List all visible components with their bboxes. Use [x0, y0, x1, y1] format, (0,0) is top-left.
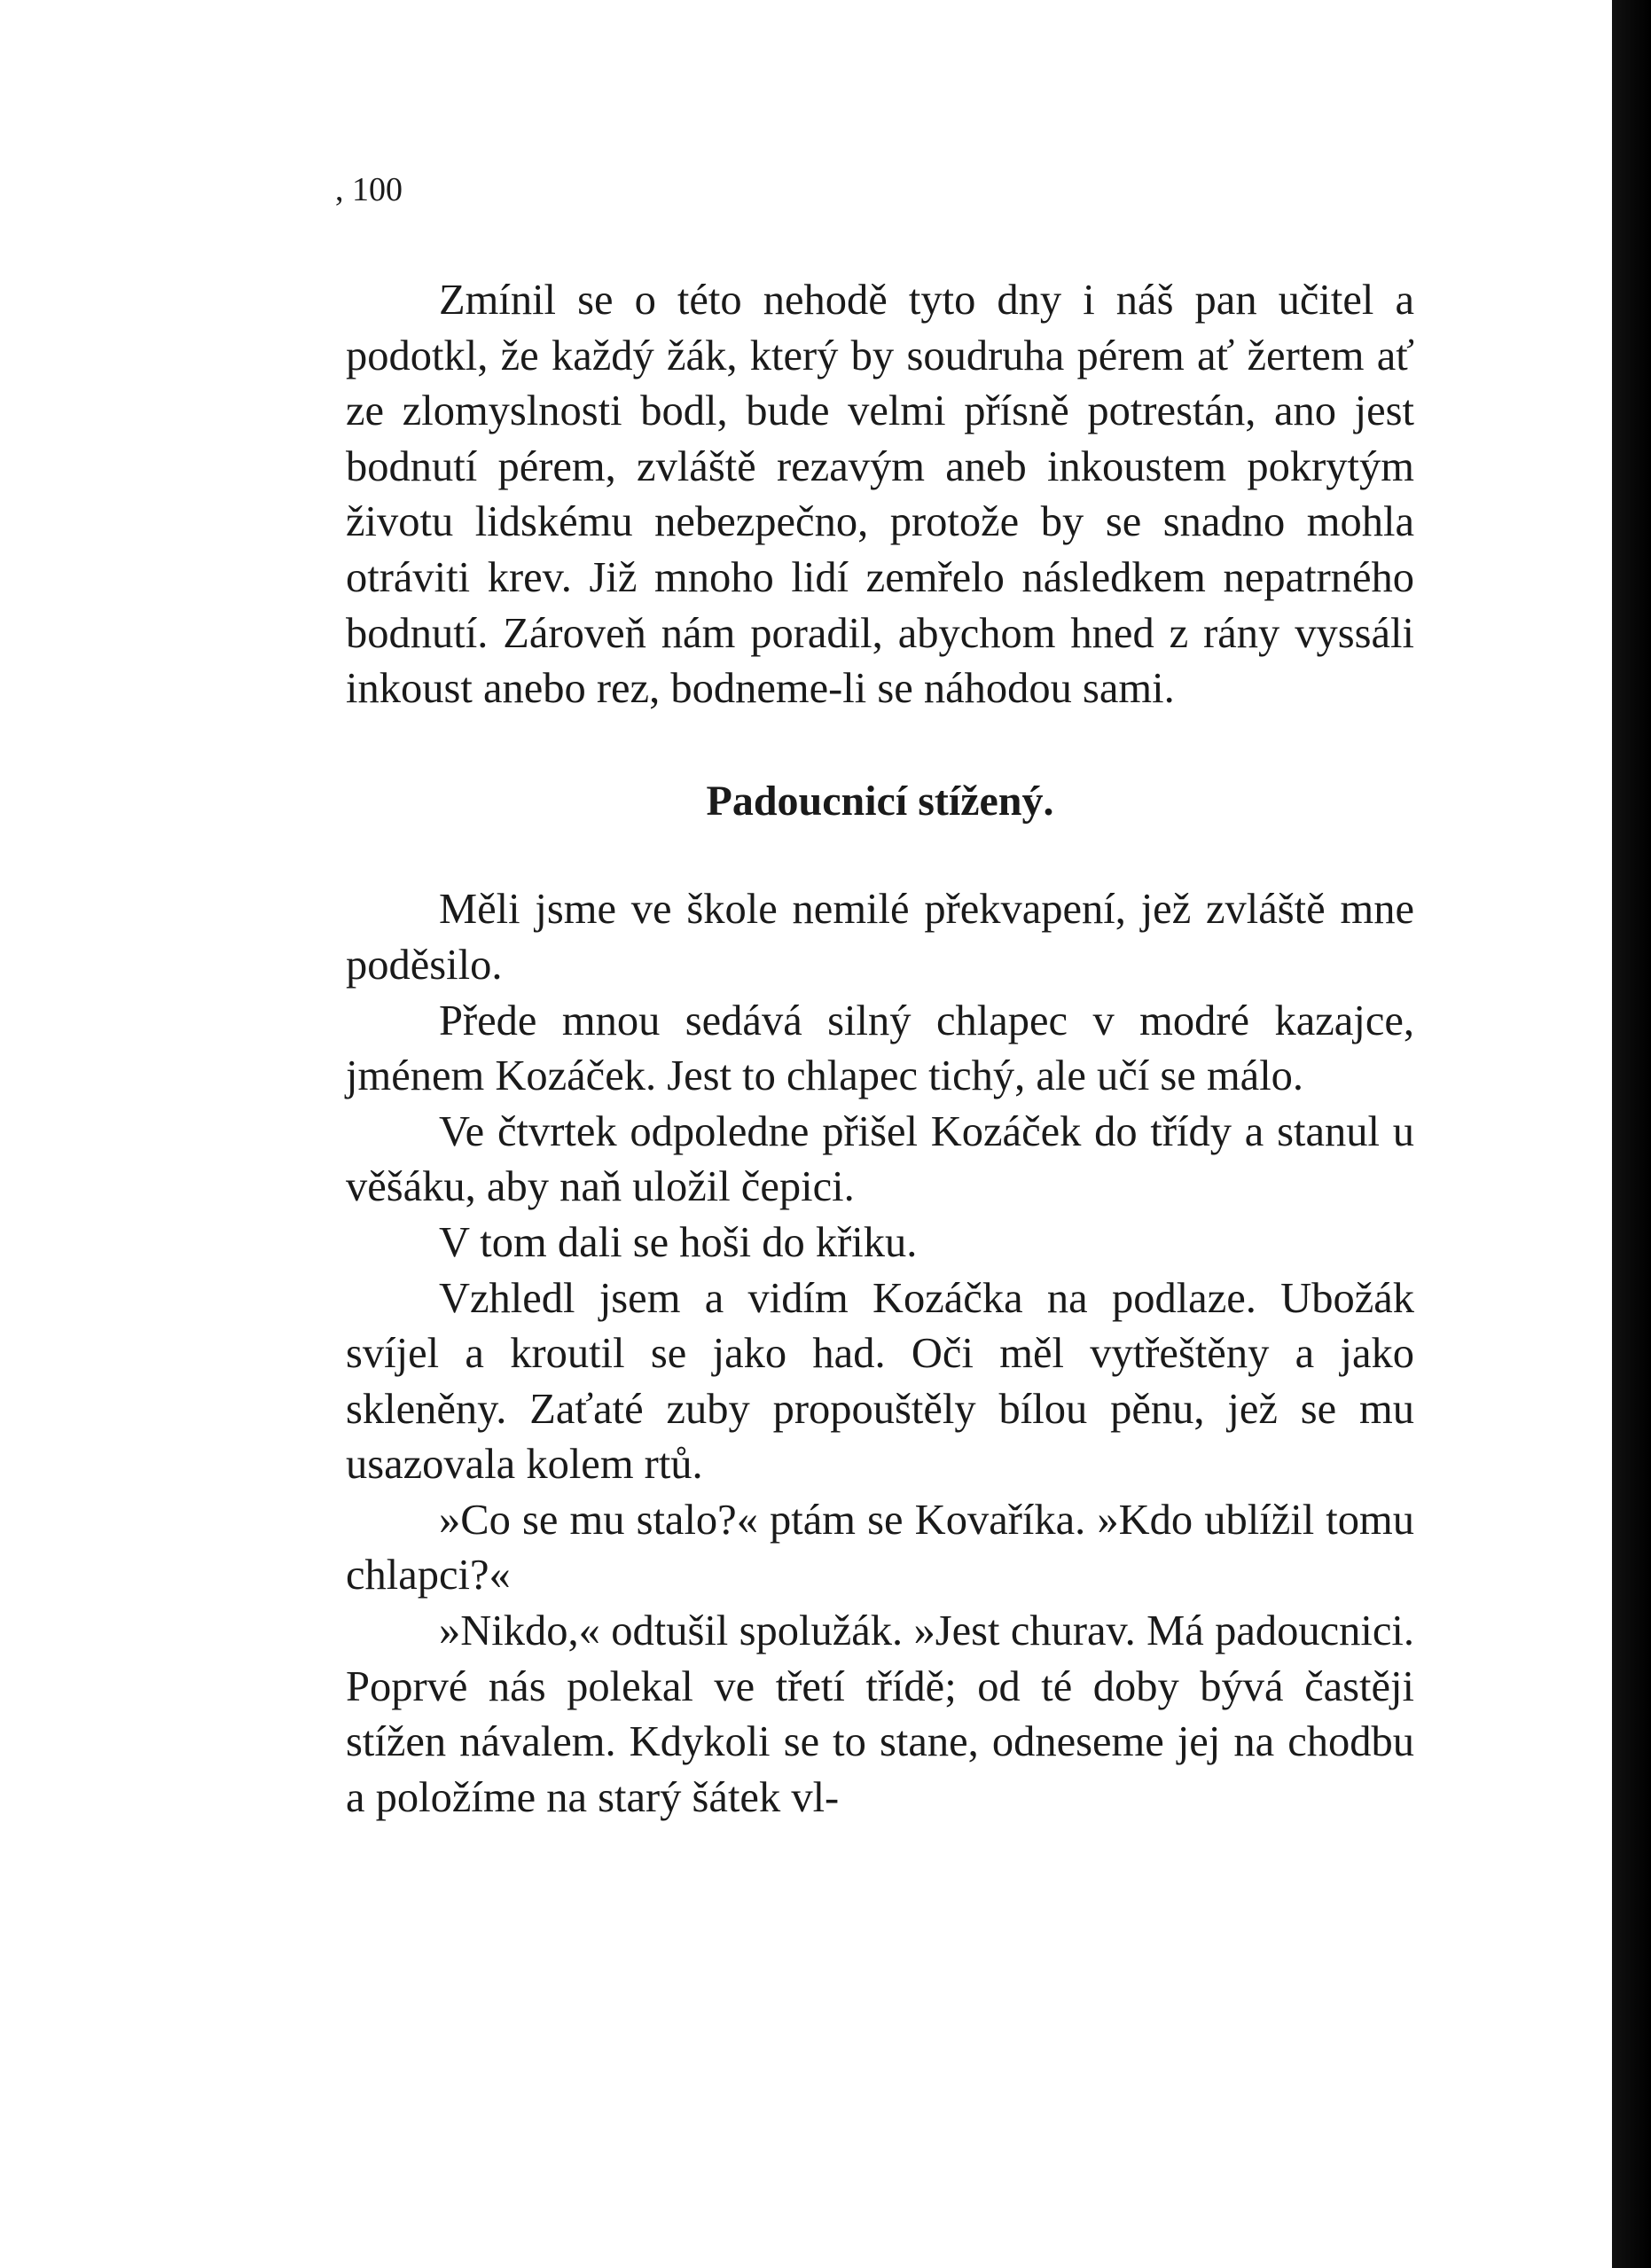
paragraph-intro: Zmínil se o této nehodě tyto dny i náš pan učitel a podotkl, že každý žák, který by soudruha pérem ať žertem ať ze zlomyslnosti bodl, bude velmi přísně potrestán, ano jest bodnutí pérem, zvláště rezavým aneb inkoustem pokrytým životu lidskému nebezpečno, protože by se snadno mohla otráviti krev. Již mnoho lidí zemřelo následkem nepatrného bodnutí. Zároveň nám poradil, abychom hned z rány vyssáli inkoust anebo rez, bodneme-li se náhodou sami. [346, 277, 1414, 713]
page-number: , 100 [335, 171, 403, 208]
section-heading: Padoucnicí stížený. [706, 777, 1054, 825]
paragraph: V tom dali se hoši do křiku. [439, 1218, 918, 1266]
paragraph: Vzhledl jsem a vidím Kozáčka na podlaze. Ubožák svíjel a kroutil se jako had. Oči měl vytřeštěny a jako skleněny. Zaťaté zuby propouštěly bílou pěnu, jež se mu usazovala kolem rtů. [346, 1274, 1414, 1489]
paragraph: »Co se mu stalo?« ptám se Kovaříka. »Kdo ublížil tomu chlapci?« [346, 1496, 1414, 1599]
body-text [346, 273, 1414, 1826]
paragraph: Měli jsme ve škole nemilé překvapení, jež zvláště mne poděsilo. [346, 886, 1414, 989]
paragraph: Ve čtvrtek odpoledne přišel Kozáček do třídy a stanul u věšáku, aby naň uložil čepici. [346, 1107, 1414, 1211]
paragraph: Přede mnou sedává silný chlapec v modré kazajce, jménem Kozáček. Jest to chlapec tichý, ale učí se málo. [346, 997, 1414, 1100]
paragraph: »Nikdo,« odtušil spolužák. »Jest churav. Má padoucnici. Poprvé nás polekal ve třetí třídě; od té doby bývá častěji stížen návalem. Kdykoli se to stane, odneseme jej na chodbu a položíme na starý šátek vl- [346, 1607, 1414, 1821]
scan-edge [1612, 0, 1651, 2268]
